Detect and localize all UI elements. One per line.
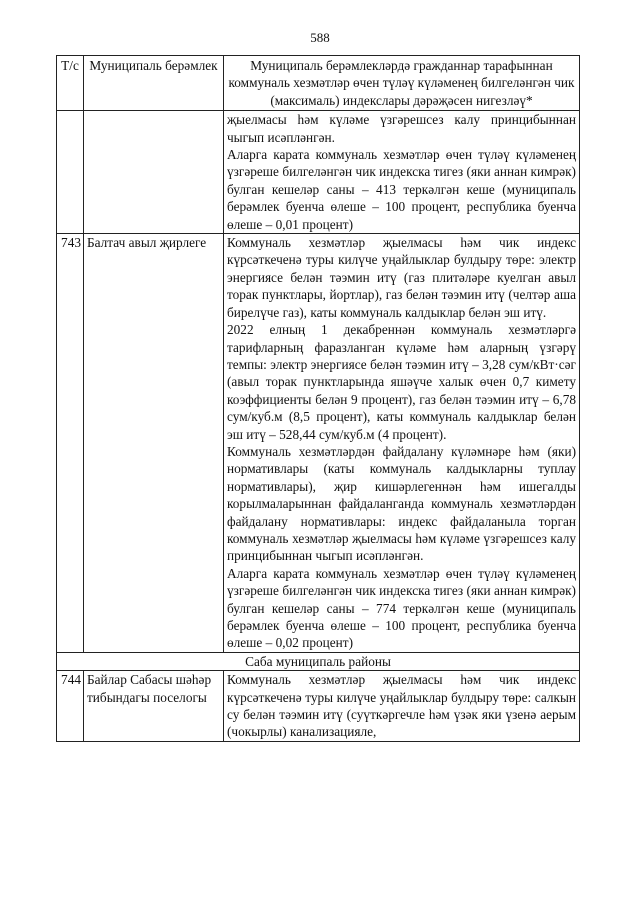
table-header-row [57,56,580,111]
header-municipality: Муниципаль берәмлек [84,56,224,111]
cell-number-empty [57,111,84,234]
index-table [56,55,580,742]
page-number: 588 [310,30,330,45]
header-number: Т/с [57,56,84,111]
table-row-744 [57,671,580,742]
cell-justification [224,671,580,742]
row-number: 743 [57,234,84,653]
row-municipality: Балтач авыл җирлеге [84,234,224,653]
paragraph: җыелмасы һәм күләме үзгәрешсез калу принцибыннан чыгып исәпләнгән. [227,112,576,145]
header-justification: Муниципаль берәмлекләрдә гражданнар тарафыннан коммуналь хезмәтләр өчен түләү күләменең билгеләнгән чик (максималь) индекслары дәрәҗәсен нигезләү* [224,56,580,111]
row-municipality: Байлар Сабасы шәһәр тибындагы поселогы [84,671,224,742]
paragraph: Аларга карата коммуналь хезмәтләр өчен түләү күләменең үзгәреше билгеләнгән чик индекска тигез (яки аннан кимрәк) булган кешеләр саны – 413 теркәлгән кеше (муниципаль берәмлек буенча өлеше – 100 процент, республика буенча өлеше – 0,01 процент) [227,147,576,232]
region-header-row [57,652,580,670]
paragraph: Коммуналь хезмәтләр җыелмасы һәм чик индекс күрсәткеченә туры килүче уңайлыклар булдыру төре: электр энергиясе белән тәэмин итү (газ плитәләре куелган авыл торак пунктлары, йортлар), газ белән тәэмин итү (челтәр аша бирелүче газ), каты коммуналь калдыклар белән эш итү. [227,235,576,320]
paragraph: 2022 елның 1 декабреннән коммуналь хезмәтләргә тарифларның фаразланган күләме һәм аларның үзгәрү темпы: электр энергиясе белән тәэмин итү – 3,28 сум/кВт·сәг (авыл торак пунктларында яшәүче халык өчен 0,7 кимету коэффициенты белән 9 процент), газ белән тәэмин итү – 6,78 сум/куб.м (8,5 процент), каты коммуналь калдыклар белән эш итү – 528,44 сум/куб.м (4 процент). [227,322,576,442]
region-title: Саба муниципаль районы [57,652,580,670]
paragraph: Коммуналь хезмәтләр җыелмасы һәм чик индекс күрсәткеченә туры килүче уңайлыклар булдыру төре: салкын су белән тәэмин итү (суүткәргечле һәм үзәк яки үзенә аерым (чокырлы) канализацияле, [227,672,576,740]
cell-municipality-empty [84,111,224,234]
table-row-continuation [57,111,580,234]
cell-justification [224,234,580,653]
cell-justification [224,111,580,234]
row-number: 744 [57,671,84,742]
table-row-743 [57,234,580,653]
paragraph: Коммуналь хезмәтләрдән файдалану күләмнәре һәм (яки) нормативлары (каты коммуналь калдыкларны туплау нормативлары), җир кишәрлегеннән һәм ишегалды корылмаларыннан файдаланганда коммуналь хезмәтләрдән файдалану нормативлары: индекс файдаланыла торган коммуналь хезмәтләр җыелмасы һәм күләме үзгәрешсез калу принцибыннан чыгып исәпләнгән. [227,443,576,564]
paragraph: Аларга карата коммуналь хезмәтләр өчен түләү күләменең үзгәреше билгеләнгән чик индекска тигез (яки аннан кимрәк) булган кешеләр саны – 774 теркәлгән кеше (муниципаль берәмлек буенча өлеше – 100 процент, республика буенча өлеше – 0,02 процент) [227,565,576,651]
